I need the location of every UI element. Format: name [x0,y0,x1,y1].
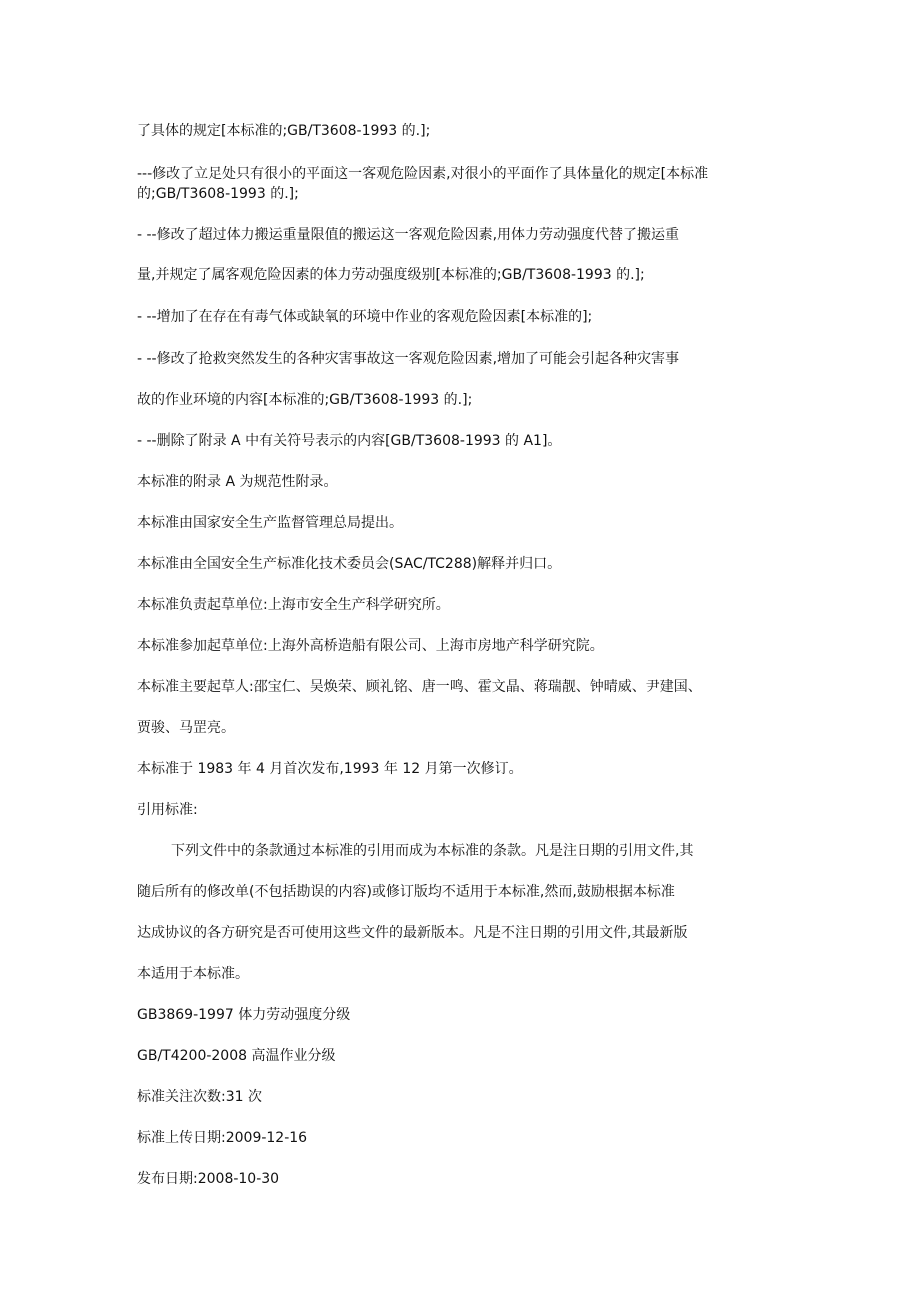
text-line: 本标准的附录 A 为规范性附录。 [137,474,338,490]
reference-item: GB3869-1997 体力劳动强度分级 [137,1007,351,1023]
text-line: ---修改了立足处只有很小的平面这一客观危险因素,对很小的平面作了具体量化的规定[本标准的;GB/T3608-1993 的.]; [137,166,709,202]
text-line: - --增加了在存在有毒气体或缺氧的环境中作业的客观危险因素[本标准的]; [137,309,593,325]
reference-item: GB/T4200-2008 高温作业分级 [137,1048,336,1064]
text-line: 故的作业环境的内容[本标准的;GB/T3608-1993 的.]; [137,392,473,408]
section-heading: 引用标准: [137,802,198,818]
text-line: 了具体的规定[本标准的;GB/T3608-1993 的.]; [137,123,431,139]
text-line: 本标准由全国安全生产标准化技术委员会(SAC/TC288)解释并归口。 [137,556,562,572]
text-line: 达成协议的各方研究是否可使用这些文件的最新版本。凡是不注日期的引用文件,其最新版 [137,925,688,941]
text-line: - --修改了超过体力搬运重量限值的搬运这一客观危险因素,用体力劳动强度代替了搬运重 [137,227,680,243]
text-line: 本标准由国家安全生产监督管理总局提出。 [137,515,403,531]
text-line: 本标准于 1983 年 4 月首次发布,1993 年 12 月第一次修订。 [137,761,523,777]
text-line: - --修改了抢救突然发生的各种灾害事故这一客观危险因素,增加了可能会引起各种灾害事 [137,351,680,367]
meta-line: 标准上传日期:2009-12-16 [137,1130,308,1146]
text-line: 随后所有的修改单(不包括勘误的内容)或修订版均不适用于本标准,然而,鼓励根据本标准 [137,884,675,900]
text-line: 本标准负责起草单位:上海市安全生产科学研究所。 [137,597,450,613]
text-line: 本适用于本标准。 [137,966,249,982]
meta-line: 标准关注次数:31 次 [137,1089,262,1105]
text-line: - --删除了附录 A 中有关符号表示的内容[GB/T3608-1993 的 A1]。 [137,433,562,449]
text-line: 本标准参加起草单位:上海外高桥造船有限公司、上海市房地产科学研究院。 [137,638,604,654]
text-line: 下列文件中的条款通过本标准的引用而成为本标准的条款。凡是注日期的引用文件,其 [171,843,694,859]
text-line: 量,并规定了属客观危险因素的体力劳动强度级别[本标准的;GB/T3608-1993 的.]; [137,267,645,283]
meta-line: 发布日期:2008-10-30 [137,1171,280,1187]
text-line: 贾骏、马罡亮。 [137,720,235,736]
text-line: 本标准主要起草人:邵宝仁、吴焕荣、顾礼铭、唐一鸣、霍文晶、蒋瑞靓、钟晴威、尹建国、 [137,679,702,695]
